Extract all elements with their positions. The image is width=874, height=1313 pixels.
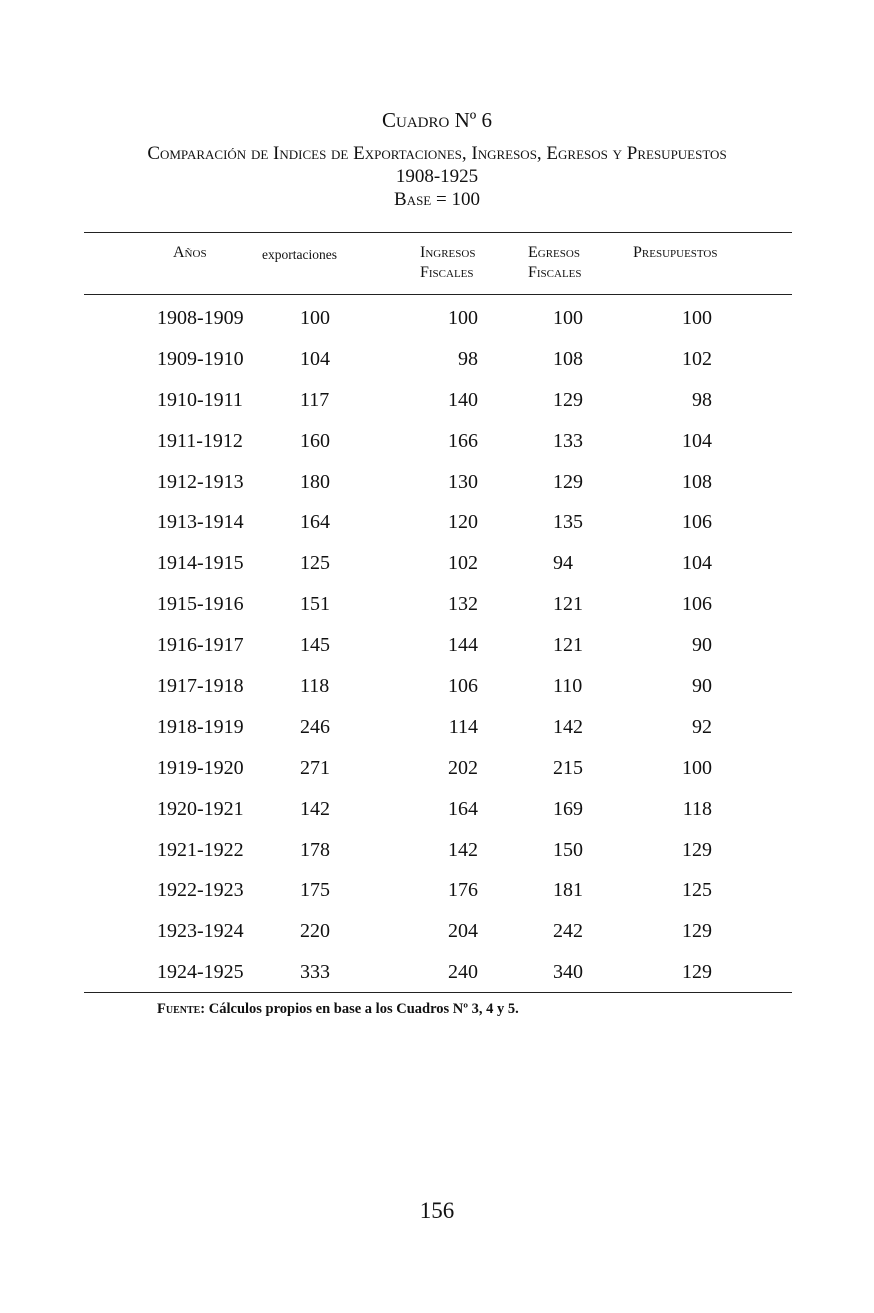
cell-budgets: 104 [682,429,712,452]
cell-revenues: 132 [448,593,478,616]
cell-revenues: 240 [448,961,478,984]
cell-revenues: 144 [448,634,478,657]
cell-exports: 142 [300,797,330,820]
cell-revenues: 120 [448,511,478,534]
cell-expenses: 94 [553,552,573,575]
cell-revenues: 176 [448,879,478,902]
header-budgets: Presupuestos [633,244,718,261]
cell-budgets: 100 [682,307,712,329]
cell-budgets: 104 [682,552,712,575]
cell-year: 1908-1909 [157,307,244,329]
cell-expenses: 215 [553,756,583,779]
cell-year: 1920-1921 [157,797,244,820]
header-expenses-line1: Egresos [528,244,580,261]
cell-expenses: 135 [553,511,583,534]
cell-revenues: 164 [448,797,478,820]
cell-revenues: 140 [448,388,478,411]
cell-exports: 333 [300,961,330,984]
table-row [0,832,874,873]
cell-expenses: 142 [553,715,583,738]
cell-expenses: 133 [553,429,583,452]
cell-revenues: 166 [448,429,478,452]
cell-year: 1911-1912 [157,429,243,452]
cell-exports: 125 [300,552,330,575]
cell-year: 1918-1919 [157,715,244,738]
table-row [0,300,874,341]
cell-exports: 180 [300,470,330,493]
table-number: Cuadro Nº 6 [381,108,493,132]
cell-year: 1917-1918 [157,675,244,698]
table-row [0,504,874,545]
cell-budgets: 129 [682,838,712,861]
cell-expenses: 242 [553,920,583,943]
cell-expenses: 340 [553,961,583,984]
cell-year: 1923-1924 [157,920,244,943]
cell-budgets: 100 [682,756,712,779]
cell-expenses: 121 [553,593,583,616]
table-title [0,142,874,211]
table-bottom-rule [84,992,792,993]
cell-budgets: 90 [692,675,712,698]
cell-exports: 175 [300,879,330,902]
cell-revenues: 204 [448,920,478,943]
cell-expenses: 181 [553,879,583,902]
table-row [0,791,874,832]
cell-exports: 160 [300,429,330,452]
cell-revenues: 102 [448,552,478,575]
cell-year: 1924-1925 [157,961,244,984]
cell-budgets: 125 [682,879,712,902]
cell-budgets: 98 [692,388,712,411]
cell-year: 1909-1910 [157,347,244,370]
table-row [0,668,874,709]
cell-budgets: 92 [692,715,712,738]
title-years: 1908-1925 [395,166,479,187]
table-header [0,243,874,291]
cell-revenues: 98 [458,347,478,370]
table-row [0,464,874,505]
cell-budgets: 118 [682,797,712,820]
cell-year: 1921-1922 [157,838,244,861]
table-row [0,341,874,382]
cell-revenues: 142 [448,838,478,861]
cell-year: 1912-1913 [157,470,244,493]
header-expenses [528,243,582,283]
table-row [0,954,874,995]
table-row [0,627,874,668]
header-revenues-line1: Ingresos [420,244,476,261]
cell-exports: 178 [300,838,330,861]
table-row [0,423,874,464]
header-revenues [420,243,475,283]
cell-exports: 164 [300,511,330,534]
cell-revenues: 106 [448,675,478,698]
cell-budgets: 90 [692,634,712,657]
cell-year: 1915-1916 [157,593,244,616]
cell-year: 1910-1911 [157,388,243,411]
cell-expenses: 100 [553,307,583,329]
source-text: Cálculos propios en base a los Cuadros Nº 3, 4 y 5. [208,1001,519,1017]
table-row [0,913,874,954]
cell-expenses: 108 [553,347,583,370]
cell-exports: 271 [300,756,330,779]
table-row [0,709,874,750]
cell-revenues: 202 [448,756,478,779]
cell-exports: 100 [300,307,330,329]
cell-expenses: 121 [553,634,583,657]
cell-exports: 118 [300,675,330,698]
cell-year: 1914-1915 [157,552,244,575]
cell-expenses: 169 [553,797,583,820]
cell-budgets: 106 [682,511,712,534]
cell-revenues: 114 [448,715,478,738]
header-bottom-rule [84,294,792,295]
cell-exports: 104 [300,347,330,370]
cell-year: 1916-1917 [157,634,244,657]
cell-expenses: 129 [553,388,583,411]
header-expenses-line2: Fiscales [528,264,582,281]
cell-exports: 117 [300,388,330,411]
cell-expenses: 110 [553,675,583,698]
cell-year: 1922-1923 [157,879,244,902]
cell-exports: 151 [300,593,330,616]
cell-expenses: 129 [553,470,583,493]
header-years: Años [173,244,207,261]
cell-budgets: 102 [682,347,712,370]
header-exports: exportaciones [262,247,337,262]
table-row [0,750,874,791]
header-revenues-line2: Fiscales [420,264,474,281]
cell-budgets: 106 [682,593,712,616]
cell-revenues: 100 [448,307,478,329]
cell-year: 1919-1920 [157,756,244,779]
cell-year: 1913-1914 [157,511,244,534]
table-row [0,586,874,627]
cell-exports: 220 [300,920,330,943]
table-body [0,300,874,995]
table-row [0,545,874,586]
table-row [0,872,874,913]
table-top-rule [84,232,792,233]
cell-exports: 246 [300,715,330,738]
cell-exports: 145 [300,634,330,657]
source-label: Fuente: [157,1001,206,1017]
cell-budgets: 129 [682,961,712,984]
source-note [157,1001,519,1018]
page-number: 156 [419,1198,455,1223]
table-row [0,382,874,423]
title-base: Base = 100 [394,189,480,210]
title-line-1: Comparación de Indices de Exportaciones, Ingresos, Egresos y Presupuestos [147,143,727,164]
cell-expenses: 150 [553,838,583,861]
cell-budgets: 129 [682,920,712,943]
cell-revenues: 130 [448,470,478,493]
cell-budgets: 108 [682,470,712,493]
